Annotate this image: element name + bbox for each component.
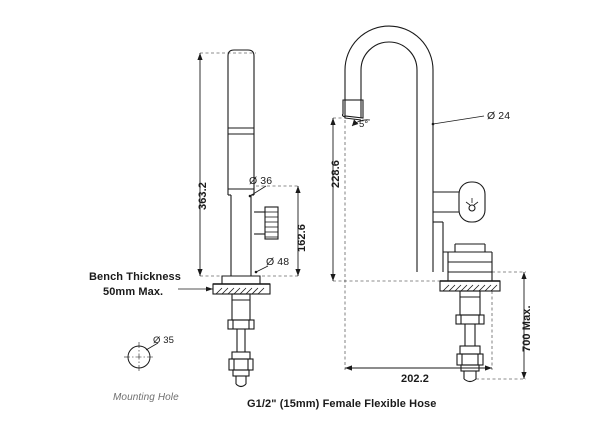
dimension-label-700-max: 700 Max. xyxy=(521,305,533,352)
dimension-label-228-6: 228.6 xyxy=(330,159,342,188)
right-gooseneck-outer xyxy=(345,26,433,118)
bench-thickness-label-line2: 50mm Max. xyxy=(103,286,164,298)
dimension-label-dia-36: Ø 36 xyxy=(249,175,273,187)
hose-note-caption: G1/2" (15mm) Female Flexible Hose xyxy=(247,398,437,410)
right-gooseneck-inner xyxy=(361,42,417,118)
dimension-label-162-6: 162.6 xyxy=(296,223,308,252)
angle-label-5deg: 5° xyxy=(359,119,369,130)
dimension-label-202-2: 202.2 xyxy=(401,373,430,385)
left-base-flange xyxy=(222,276,260,284)
dimension-label-dia-35: Ø 35 xyxy=(153,335,174,346)
mounting-hole-caption: Mounting Hole xyxy=(113,392,179,403)
dimension-label-363-2: 363.2 xyxy=(197,181,209,210)
dimension-label-dia-48: Ø 48 xyxy=(266,256,290,268)
bench-thickness-label-line1: Bench Thickness xyxy=(89,271,181,283)
dimension-label-dia-24: Ø 24 xyxy=(487,110,511,122)
